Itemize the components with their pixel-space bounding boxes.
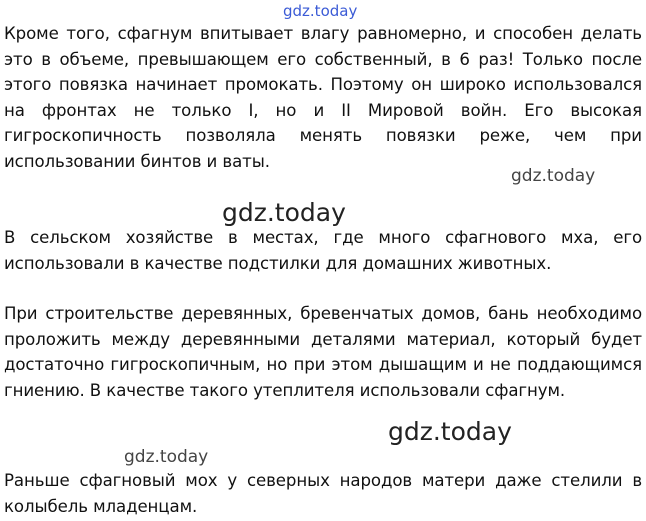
paragraph-1: Кроме того, сфагнум впитывает влагу равномерно, и способен делать это в объеме, превышающем его собственный, в 6 раз! Только после этого повязка начинает промокать. Поэтому он широко использовался на фронтах не только I, но и II Мировой войн. Его высокая гигроскопичность позволяла менять повязки реже, чем при использовании бинтов и ваты. — [4, 24, 642, 171]
paragraph-2: В сельском хозяйстве в местах, где много сфагнового мха, его использовали в качестве подстилки для домашних животных. — [4, 228, 642, 273]
watermark-right: gdz.today — [511, 166, 596, 186]
paragraph-3: При строительстве деревянных, бревенчатых домов, бань необходимо проложить между деревянными деталями материал, который будет достаточно гигроскопичным, но при этом дышащим и не поддающимся гниению. В качестве такого утеплителя использовали сфагнум. — [4, 304, 642, 400]
watermark-middle: gdz.today — [222, 198, 346, 227]
watermark-lower-right: gdz.today — [388, 417, 512, 446]
watermark-top: gdz.today — [283, 2, 358, 20]
watermark-lower-left: gdz.today — [124, 447, 209, 467]
paragraph-4: Раньше сфагновый мох у северных народов матери даже стелили в колыбель младенцам. — [4, 471, 642, 516]
